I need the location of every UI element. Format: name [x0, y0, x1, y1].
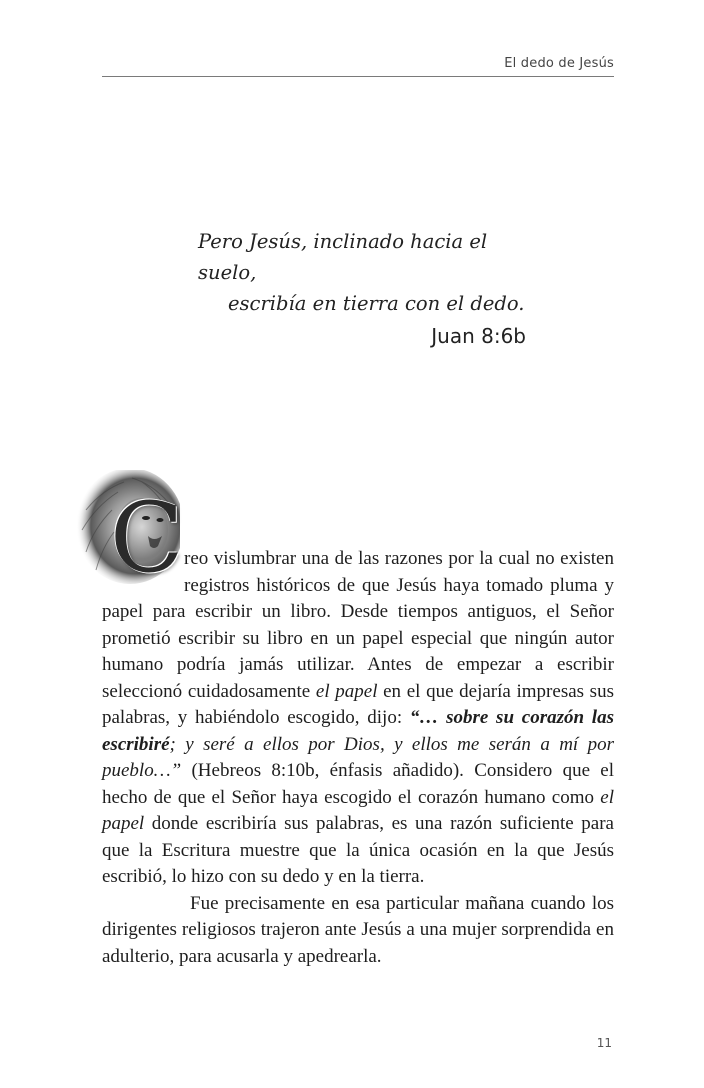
paragraph-1-emphasis-a: el papel: [315, 680, 378, 702]
epigraph: [180, 226, 526, 352]
page-number: 11: [596, 1036, 612, 1050]
drop-cap-letter: C: [110, 482, 184, 594]
body-text: [102, 482, 614, 970]
paragraph-1-text-d: donde escribiría sus palabras, es una razón suficiente para que la Escritura muestre que la única ocasión en la que Jesús escribió, lo hizo con su dedo y en la tierra.: [102, 813, 614, 887]
paragraph-1-quote-bold: “… sobre su corazón las escribiré: [102, 707, 614, 755]
epigraph-line-1: Pero Jesús, inclinado hacia el suelo,: [198, 230, 488, 284]
paragraph-1-quote-italic: ; y seré a ellos por Dios, y ellos me serán a mí por pueblo…”: [102, 733, 614, 781]
paragraph-2: Fue precisamente en esa particular mañana cuando los dirigentes religiosos trajeron ante Jesús a una mujer sorprendida en adulterio, para acusarla y apedrearla.: [102, 892, 614, 967]
paragraph-1: [102, 482, 614, 891]
drop-cap: [72, 470, 184, 594]
paragraph-1-emphasis-b: el papel: [102, 786, 614, 834]
paragraph-1-text-b: en el que dejaría impresas sus palabras, y habiéndolo escogido, dijo:: [102, 680, 614, 728]
epigraph-reference: Juan 8:6b: [431, 324, 526, 348]
paragraph-1-text-c: (Hebreos 8:10b, énfasis añadido). Considero que el hecho de que el Señor haya escogido el corazón humano como: [102, 760, 614, 808]
paragraph-1-text-a: reo vislumbrar una de las razones por la cual no existen registros históricos de que Jesús haya tomado pluma y papel para escribir un libro. Desde tiempos antiguos, el Señor prometió escribir su libro en un papel especial que ningún autor humano podría jamás utilizar. Antes de empezar a escribir seleccionó cuidadosamente: [102, 548, 614, 702]
header-rule: [102, 76, 614, 77]
running-title: El dedo de Jesús: [504, 56, 614, 71]
epigraph-line-2: escribía en tierra con el dedo.: [228, 292, 525, 315]
